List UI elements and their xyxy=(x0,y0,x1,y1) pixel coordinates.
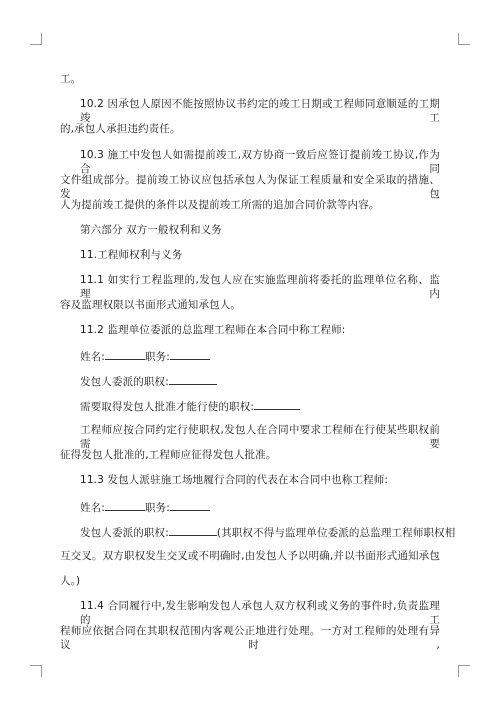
delegated-authority-note-line-2: 互交叉。双方职权发生交叉或不明确时,由发包人予以明确,并以书面形式通知承包 xyxy=(60,550,440,562)
clause-11-4-line-1: 11.4 合同履行中,发生影响发包人承包人双方权利或义务的事件时,负责监理的工 xyxy=(80,600,440,626)
clause-11-2-line-1: 11.2 监理单位委派的总监理工程师在本合同中称工程师: xyxy=(80,324,346,336)
delegated-authority-blank xyxy=(169,373,217,385)
delegated-authority-label: 发包人委派的职权: xyxy=(80,376,169,388)
approval-authority-label: 需要取得发包人批准才能行使的职权: xyxy=(80,401,255,413)
name-title-fields-2 xyxy=(80,499,440,515)
clause-11-3-line-1: 11.3 发包人派驻施工场地履行合同的代表在本合同中也称工程师: xyxy=(80,474,389,486)
delegated-authority-field-2 xyxy=(80,524,456,540)
delegated-authority-note: (其职权不得与监理单位委派的总监理工程师职权相 xyxy=(216,527,456,539)
delegated-authority-note-line-3: 人。) xyxy=(60,575,81,587)
crop-mark-top-right xyxy=(458,33,470,45)
name-label: 姓名: xyxy=(80,351,105,363)
title-blank xyxy=(170,348,210,360)
clause-10-2-line-2: 的,承包人承担违约责任。 xyxy=(60,123,181,135)
text-line: 工。 xyxy=(60,73,82,85)
clause-10-3-line-3: 人为提前竣工提供的条件以及提前竣工所需的追加合同价款等内容。 xyxy=(60,199,380,211)
delegated-authority-field xyxy=(80,373,440,389)
name-blank xyxy=(105,348,145,360)
delegated-authority-label-2: 发包人委派的职权: xyxy=(80,527,169,539)
crop-mark-bottom-left xyxy=(30,665,42,677)
name-blank-2 xyxy=(105,499,145,511)
title-blank-2 xyxy=(170,499,210,511)
name-title-fields xyxy=(80,348,440,364)
name-label-2: 姓名: xyxy=(80,502,105,514)
title-label: 职务: xyxy=(145,351,170,363)
clause-10-2-line-1: 10.2 因承包人原因不能按照协议书约定的竣工日期或工程师同意顺延的工期竣工 xyxy=(80,98,440,124)
engineer-duty-line-2: 征得发包人批准的,工程师应征得发包人批准。 xyxy=(60,449,277,461)
crop-mark-bottom-right xyxy=(458,665,470,677)
clause-10-3-line-1: 10.3 施工中发包人如需提前竣工,双方协商一致后应签订提前竣工协议,作为合同 xyxy=(80,149,440,175)
crop-mark-top-left xyxy=(30,33,42,45)
delegated-authority-blank-2 xyxy=(169,524,217,536)
clause-11-4-line-2: 程师应依据合同在其职权范围内客观公正地进行处理。一方对工程师的处理有异议时, xyxy=(60,625,440,651)
engineer-duty-line-1: 工程师应按合同约定行使职权,发包人在合同中要求工程师在行使某些职权前需要 xyxy=(80,424,440,450)
approval-authority-field xyxy=(80,398,440,414)
clause-11-1-line-2: 容及监理权限以书面形式通知承包人。 xyxy=(60,299,242,311)
approval-authority-blank xyxy=(254,398,300,410)
title-label-2: 职务: xyxy=(145,502,170,514)
clause-11-1-line-1: 11.1 如实行工程监理的,发包人应在实施监理前将委托的监理单位名称、监理内 xyxy=(80,274,440,300)
clause-10-3-line-2: 文件组成部分。提前竣工协议应包括承包人为保证工程质量和安全采取的措施、发包 xyxy=(60,174,440,200)
section-heading: 第六部分 双方一般权利和义务 xyxy=(80,224,222,236)
clause-11-heading: 11.工程师权利与义务 xyxy=(80,249,183,261)
